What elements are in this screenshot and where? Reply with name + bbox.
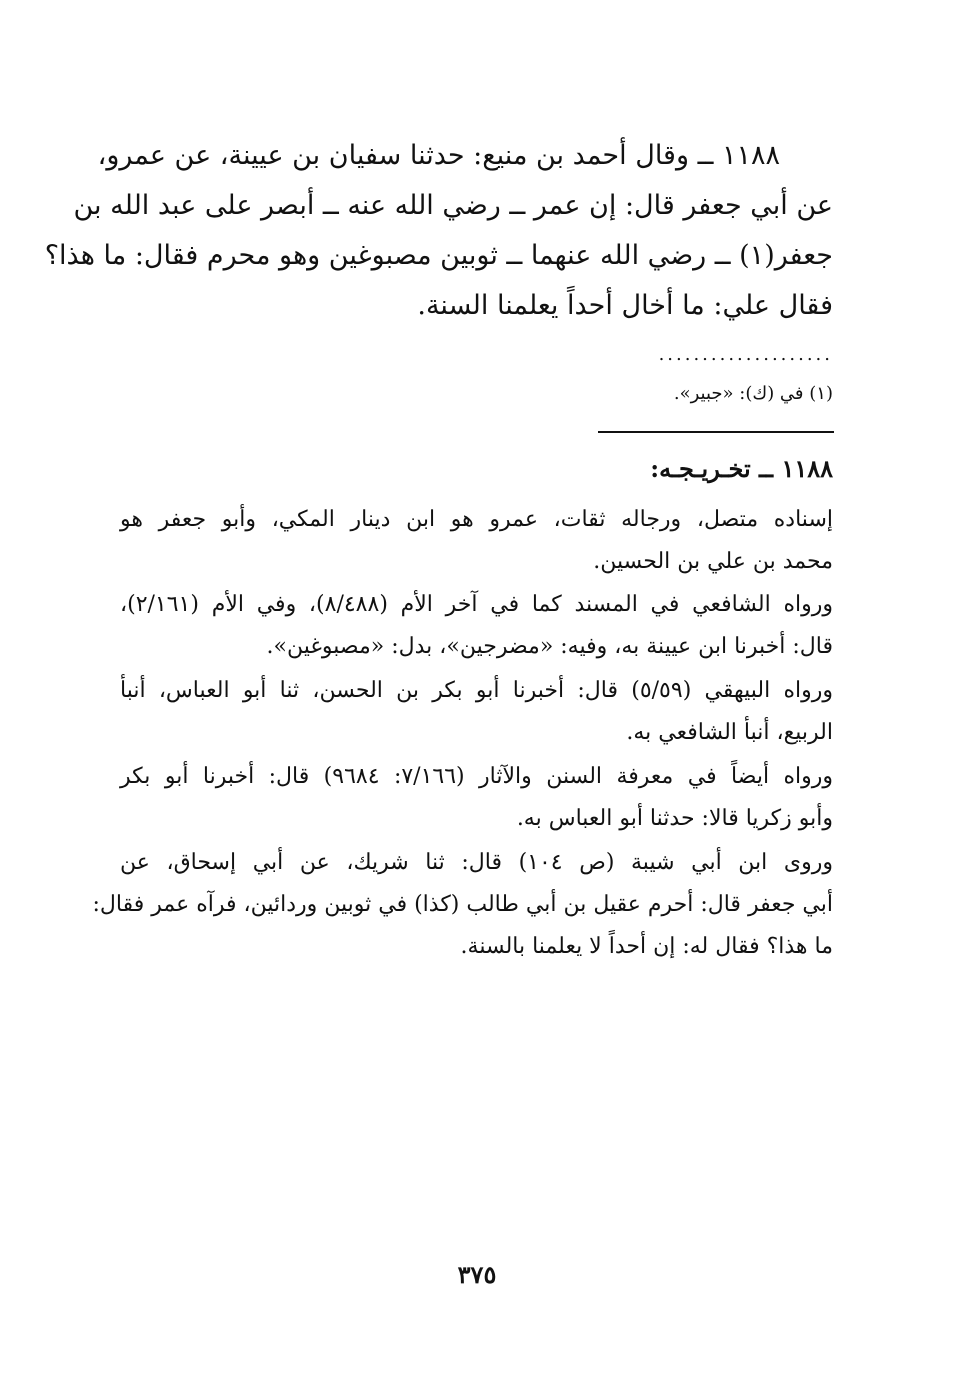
footnote: (١) في (ك): «جبير». [673,383,833,404]
hadith-line: عن أبي جعفر قال: إن عمر ــ رضي الله عنه ــ أبصر على عبد الله بن [73,190,833,221]
page-number: ٣٧٥ [457,1260,497,1289]
takhrij-line: إسناده متصل، ورجاله ثقات، عمرو هو ابن دينار المكي، وأبو جعفر هو [120,507,833,532]
section-rule [598,431,834,433]
hadith-line: ١١٨٨ ــ وقال أحمد بن منيع: حدثنا سفيان بن عيينة، عن عمرو، [97,140,780,171]
takhrij-heading: ١١٨٨ ــ تخـريـجـه: [650,454,833,483]
hadith-line: جعفر(١) ــ رضي الله عنهما ــ ثوبين مصبوغين وهو محرم فقال: ما هذا؟ [44,240,833,271]
takhrij-line: أبي جعفر قال: أحرم عقيل بن أبي طالب (كذا) في ثوبين وردائين، فرآه عمر فقال: [92,892,833,917]
takhrij-line: ورواه الشافعي في المسند كما في آخر الأم (٨/٤٨٨)، وفي الأم (٢/١٦١)، [120,592,833,617]
takhrij-line: ورواه البيهقي (٥/٥٩) قال: أخبرنا أبو بكر بن الحسن، ثنا أبو العباس، أنبأ [120,678,834,703]
takhrij-line: قال: أخبرنا ابن عيينة به، وفيه: «مضرجين»، بدل: «مصبوغين». [266,634,833,659]
footnote-separator: .................... [658,344,833,365]
takhrij-line: الربيع، أنبأ الشافعي به. [626,720,833,745]
takhrij-line: وأبو زكريا قالا: حدثنا أبو العباس به. [516,806,833,831]
takhrij-line: محمد بن علي بن الحسين. [593,549,833,574]
takhrij-line: ما هذا؟ فقال له: إن أحداً لا يعلمنا بالسنة. [460,934,833,959]
takhrij-line: ورواه أيضاً في معرفة السنن والآثار (٧/١٦٦: ٩٦٨٤) قال: أخبرنا أبو بكر [120,764,833,789]
hadith-line: فقال علي: ما أخال أحداً يعلمنا السنة. [417,290,833,321]
takhrij-line: وروى ابن أبي شيبة (ص ١٠٤) قال: ثنا شريك، عن أبي إسحاق، عن [120,850,833,875]
